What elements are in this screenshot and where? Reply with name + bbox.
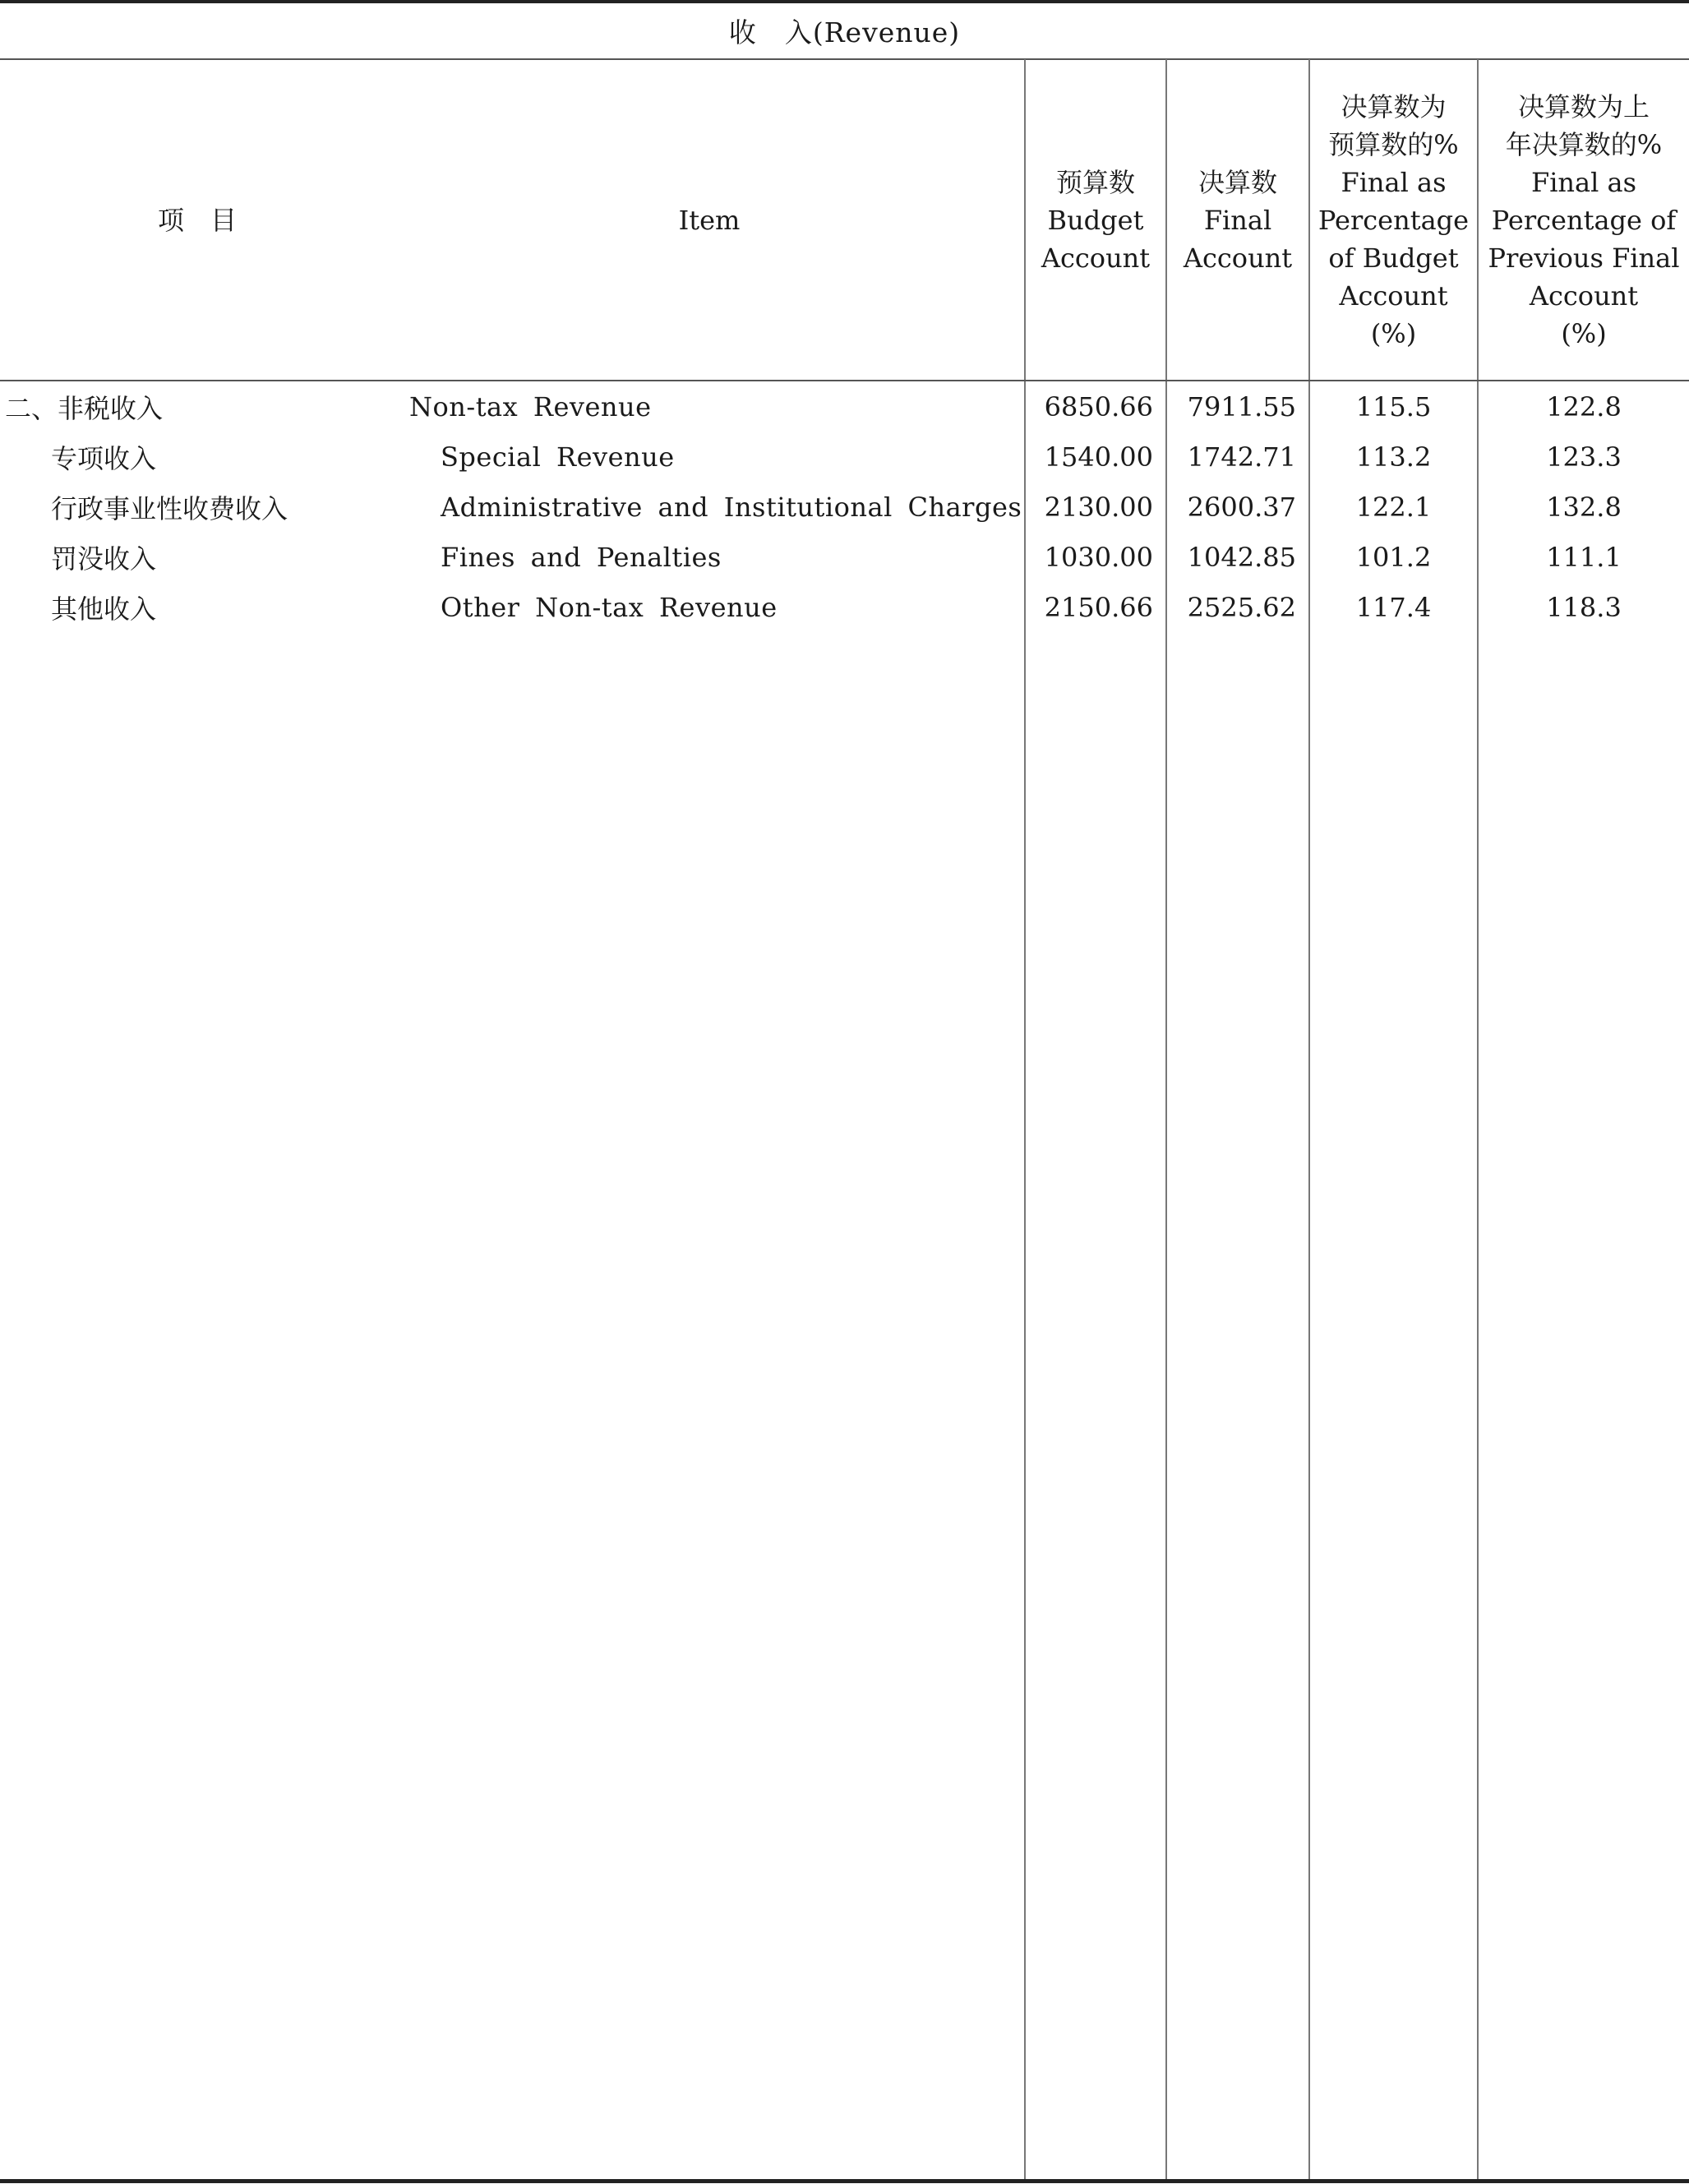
row-item-en: Special Revenue xyxy=(441,441,675,473)
row-pct-prev: 118.3 xyxy=(1546,591,1622,623)
row-item-cn: 其他收入 xyxy=(51,593,157,625)
row-item-cn: 行政事业性收费收入 xyxy=(51,492,288,524)
row-pct-budget: 101.2 xyxy=(1355,541,1432,573)
row-final: 2525.62 xyxy=(1187,591,1296,623)
row-pct-prev: 123.3 xyxy=(1546,441,1622,473)
header-pct-of-previous: 决算数为上 年决算数的% Final as Percentage of Previous Final Account (%) xyxy=(1488,90,1680,349)
row-item-en: Administrative and Institutional Charges xyxy=(441,491,1022,523)
row-item-cn: 二、非税收入 xyxy=(5,392,164,424)
header-final-account: 决算数 Final Account xyxy=(1183,166,1293,274)
row-budget: 1540.00 xyxy=(1044,441,1153,473)
table-title: 收 入(Revenue) xyxy=(728,16,961,48)
row-final: 1742.71 xyxy=(1187,441,1296,473)
row-pct-prev: 132.8 xyxy=(1546,491,1622,523)
header-budget-account: 预算数 Budget Account xyxy=(1041,166,1151,274)
table-row xyxy=(0,381,1689,432)
table-row xyxy=(0,582,1689,632)
row-pct-prev: 122.8 xyxy=(1546,390,1622,422)
header-item-cn: 项 目 xyxy=(157,204,237,236)
table-row xyxy=(0,532,1689,582)
row-item-en: Fines and Penalties xyxy=(441,541,722,573)
row-item-en: Non-tax Revenue xyxy=(409,390,652,422)
row-pct-budget: 113.2 xyxy=(1355,441,1432,473)
header-item-en: Item xyxy=(678,204,741,236)
row-pct-prev: 111.1 xyxy=(1546,541,1622,573)
row-budget: 2150.66 xyxy=(1044,591,1153,623)
row-item-en: Other Non-tax Revenue xyxy=(441,591,778,623)
table-row xyxy=(0,482,1689,532)
row-item-cn: 罚没收入 xyxy=(51,543,157,575)
table-row xyxy=(0,432,1689,482)
row-item-cn: 专项收入 xyxy=(51,442,157,474)
row-pct-budget: 117.4 xyxy=(1355,591,1432,623)
row-final: 7911.55 xyxy=(1187,390,1296,422)
row-budget: 6850.66 xyxy=(1044,390,1153,422)
row-pct-budget: 122.1 xyxy=(1355,491,1432,523)
row-budget: 2130.00 xyxy=(1044,491,1153,523)
header-pct-of-budget: 决算数为 预算数的% Final as Percentage of Budget Account (%) xyxy=(1318,90,1470,349)
row-pct-budget: 115.5 xyxy=(1355,390,1432,422)
row-final: 2600.37 xyxy=(1187,491,1296,523)
bottom-rule xyxy=(0,2179,1689,2183)
row-final: 1042.85 xyxy=(1187,541,1296,573)
row-budget: 1030.00 xyxy=(1044,541,1153,573)
